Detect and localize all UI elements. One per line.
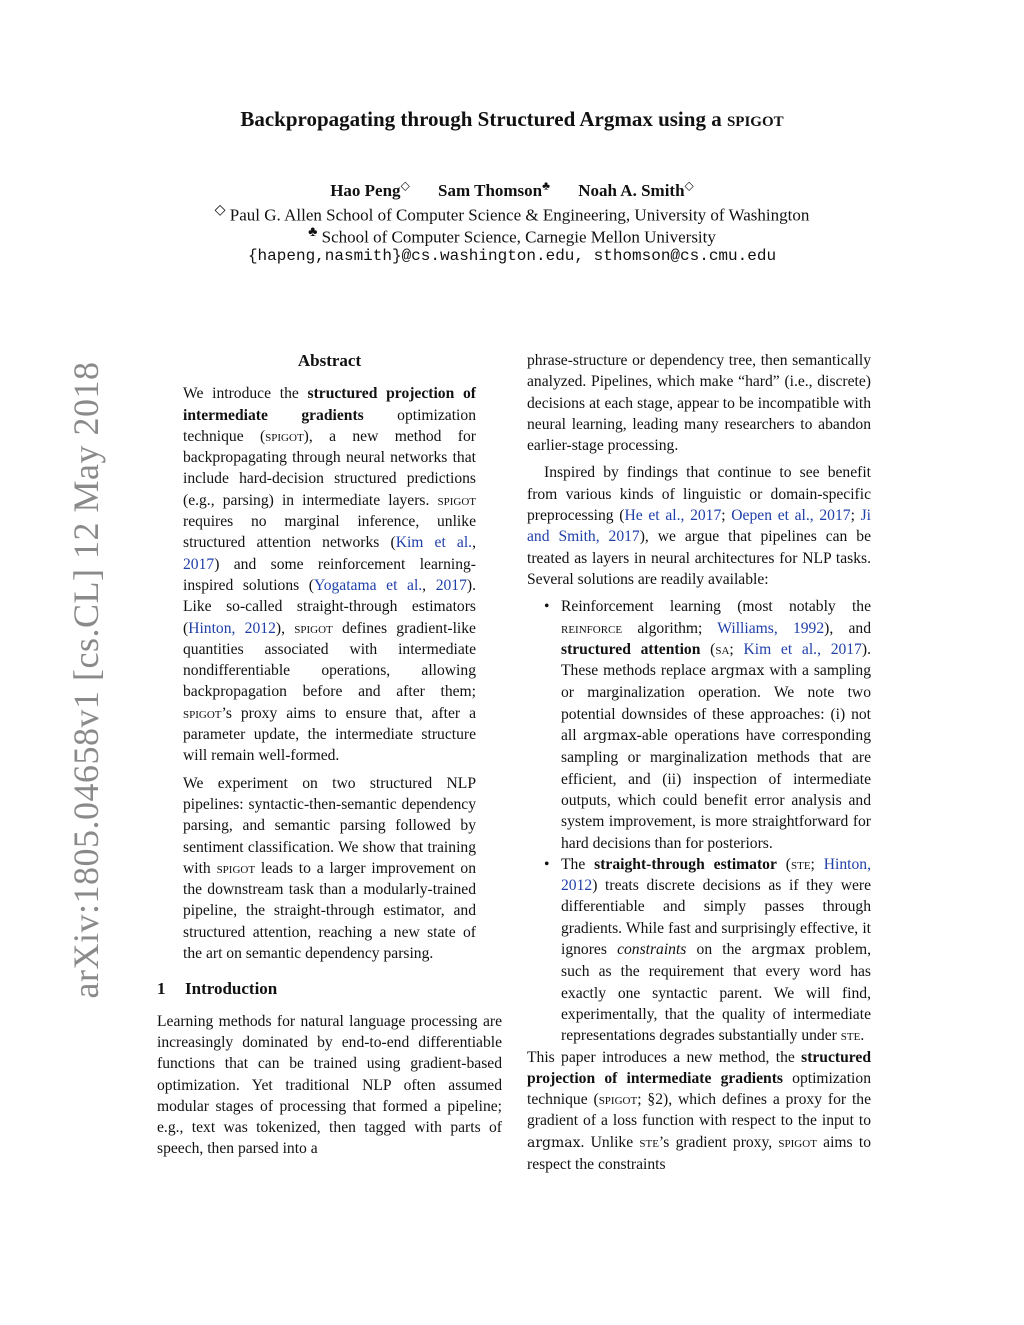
citation-link[interactable]: Yogatama et al. bbox=[314, 576, 423, 594]
abstract-body bbox=[157, 383, 502, 964]
right-column bbox=[527, 350, 871, 1181]
citation-link[interactable]: 2017 bbox=[435, 576, 467, 594]
intro-paragraph-1-cont: phrase-structure or dependency tree, then semantically analyzed. Pipelines, which make “hard” (i.e., discrete) decisions at each stage, appear to be incompatible with neural learning, leading many researchers to abandon earlier-stage processing. bbox=[527, 352, 871, 455]
citation-link[interactable]: Hinton, 2012 bbox=[561, 855, 871, 895]
affiliation-text: School of Computer Science, Carnegie Mellon University bbox=[321, 227, 716, 247]
club-icon: ♣ bbox=[308, 224, 318, 240]
diamond-icon: ◇ bbox=[400, 178, 410, 192]
intro-paragraph-2: Inspired by findings that continue to see benefit from various kinds of linguistic or domain-specific preprocessing (He et al., 2017; Oepen et al., 2017; Ji and Smith, 2017), we argue that pipelines can be treated as layers in neural architectures for NLP tasks. Several solutions are readily available: bbox=[527, 464, 872, 588]
affiliation-cmu bbox=[0, 224, 1024, 248]
citation-link[interactable]: Ji and Smith, 2017 bbox=[527, 507, 872, 546]
bullet-icon: • bbox=[544, 855, 550, 873]
intro-paragraph-1: Learning methods for natural language processing are increasingly dominated by end-to-end differentiable functions that can be trained using gradient-based optimization. Yet traditional NLP often assumed modular stages of processing that formed a pipeline; e.g., text was tokenized, then tagged with parts of speech, then parsed into a bbox=[157, 1012, 502, 1158]
title-spigot: spigot bbox=[726, 107, 784, 131]
author-emails: {hapeng,nasmith}@cs.washington.edu, sthomson@cs.cmu.edu bbox=[247, 247, 777, 265]
citation-link[interactable]: Oepen et al., 2017 bbox=[731, 507, 851, 525]
solutions-list bbox=[527, 596, 871, 1046]
affiliation-text: Paul G. Allen School of Computer Science & Engineering, University of Washington bbox=[229, 205, 810, 225]
intro-paragraph-3: This paper introduces a new method, the structured projection of intermediate gradients optimization technique (spigot; §2), which defines a proxy for the gradient of a loss function with respect to the input to argmax. Unlike ste’s gradient proxy, spigot aims to respect the constraints bbox=[527, 1048, 871, 1173]
author-thomson bbox=[438, 178, 551, 200]
author-name: Sam Thomson bbox=[438, 180, 543, 200]
left-column bbox=[157, 350, 502, 1166]
section-number: 1 bbox=[157, 979, 166, 999]
author-name: Noah A. Smith bbox=[578, 180, 685, 200]
citation-link[interactable]: 2017 bbox=[183, 555, 215, 573]
list-item: • Reinforcement learning (most notably the reinforce algorithm; Williams, 1992), and structured attention (sa; Kim et al., 2017). These methods replace argmax with a sampling or marginalization operation. We note two potential downsides of these approaches: (i) not all argmax-able operations have corresponding sampling or marginalization methods that are efficient, and (ii) inspection of intermediate outputs, which could benefit error analysis and system improvement, is more straightforward for hard decisions than for posteriors. bbox=[544, 598, 872, 852]
section-title: Introduction bbox=[185, 979, 278, 999]
title-main: Backpropagating through Structured Argmax using a bbox=[240, 107, 722, 131]
author-smith bbox=[578, 178, 694, 200]
section-heading-introduction bbox=[157, 978, 502, 999]
abstract-paragraph-1: We introduce the structured projection of intermediate gradients optimization technique (spigot), a new method for backpropagating through neural networks that include hard-decision structured predictions (e.g., parsing) in intermediate layers. spigot requires no marginal inference, unlike structured attention networks (Kim et al., 2017) and some reinforcement learning-inspired solutions (Yogatama et al., 2017). Like so-called straight-through estimators (Hinton, 2012), spigot defines gradient-like quantities associated with intermediate nondifferentiable operations, allowing backpropagation before and after them; spigot’s proxy aims to ensure that, after a parameter update, the intermediate structure will remain well-formed. bbox=[183, 385, 476, 765]
arxiv-stamp: arXiv:1805.04658v1 [cs.CL] 12 May 2018 bbox=[66, 361, 106, 999]
citation-link[interactable]: Kim et al. bbox=[395, 534, 473, 552]
club-icon: ♣ bbox=[542, 178, 551, 192]
paper-title bbox=[0, 107, 1024, 132]
citation-link[interactable]: Williams, 1992 bbox=[717, 619, 825, 637]
diamond-icon: ◇ bbox=[684, 178, 694, 192]
diamond-icon: ◇ bbox=[214, 202, 226, 218]
citation-link[interactable]: He et al., 2017 bbox=[624, 507, 722, 525]
author-name: Hao Peng bbox=[330, 180, 401, 200]
abstract-heading: Abstract bbox=[297, 351, 362, 370]
bullet-icon: • bbox=[544, 598, 550, 616]
affiliation-uw bbox=[0, 202, 1024, 226]
citation-link[interactable]: Hinton, 2012 bbox=[188, 619, 276, 637]
list-item: • The straight-through estimator (ste; Hinton, 2012) treats discrete decisions as if they were differentiable and simply passes through gradients. While fast and surprisingly effective, it ignores constraints on the argmax problem, such as the requirement that every word has exactly one syntactic parent. We will find, experimentally, that the quality of intermediate representations degrades substantially under ste. bbox=[544, 855, 872, 1045]
abstract-paragraph-2: We experiment on two structured NLP pipelines: syntactic-then-semantic dependency parsing, and semantic parsing followed by sentiment classification. We show that training with spigot leads to a larger improvement on the downstream task than a modularly-trained pipeline, the straight-through estimator, and structured attention, reaching a new state of the art on semantic dependency parsing. bbox=[183, 774, 476, 963]
author-peng bbox=[330, 178, 410, 200]
citation-link[interactable]: Kim et al., 2017 bbox=[743, 640, 862, 658]
author-line bbox=[0, 178, 1024, 201]
